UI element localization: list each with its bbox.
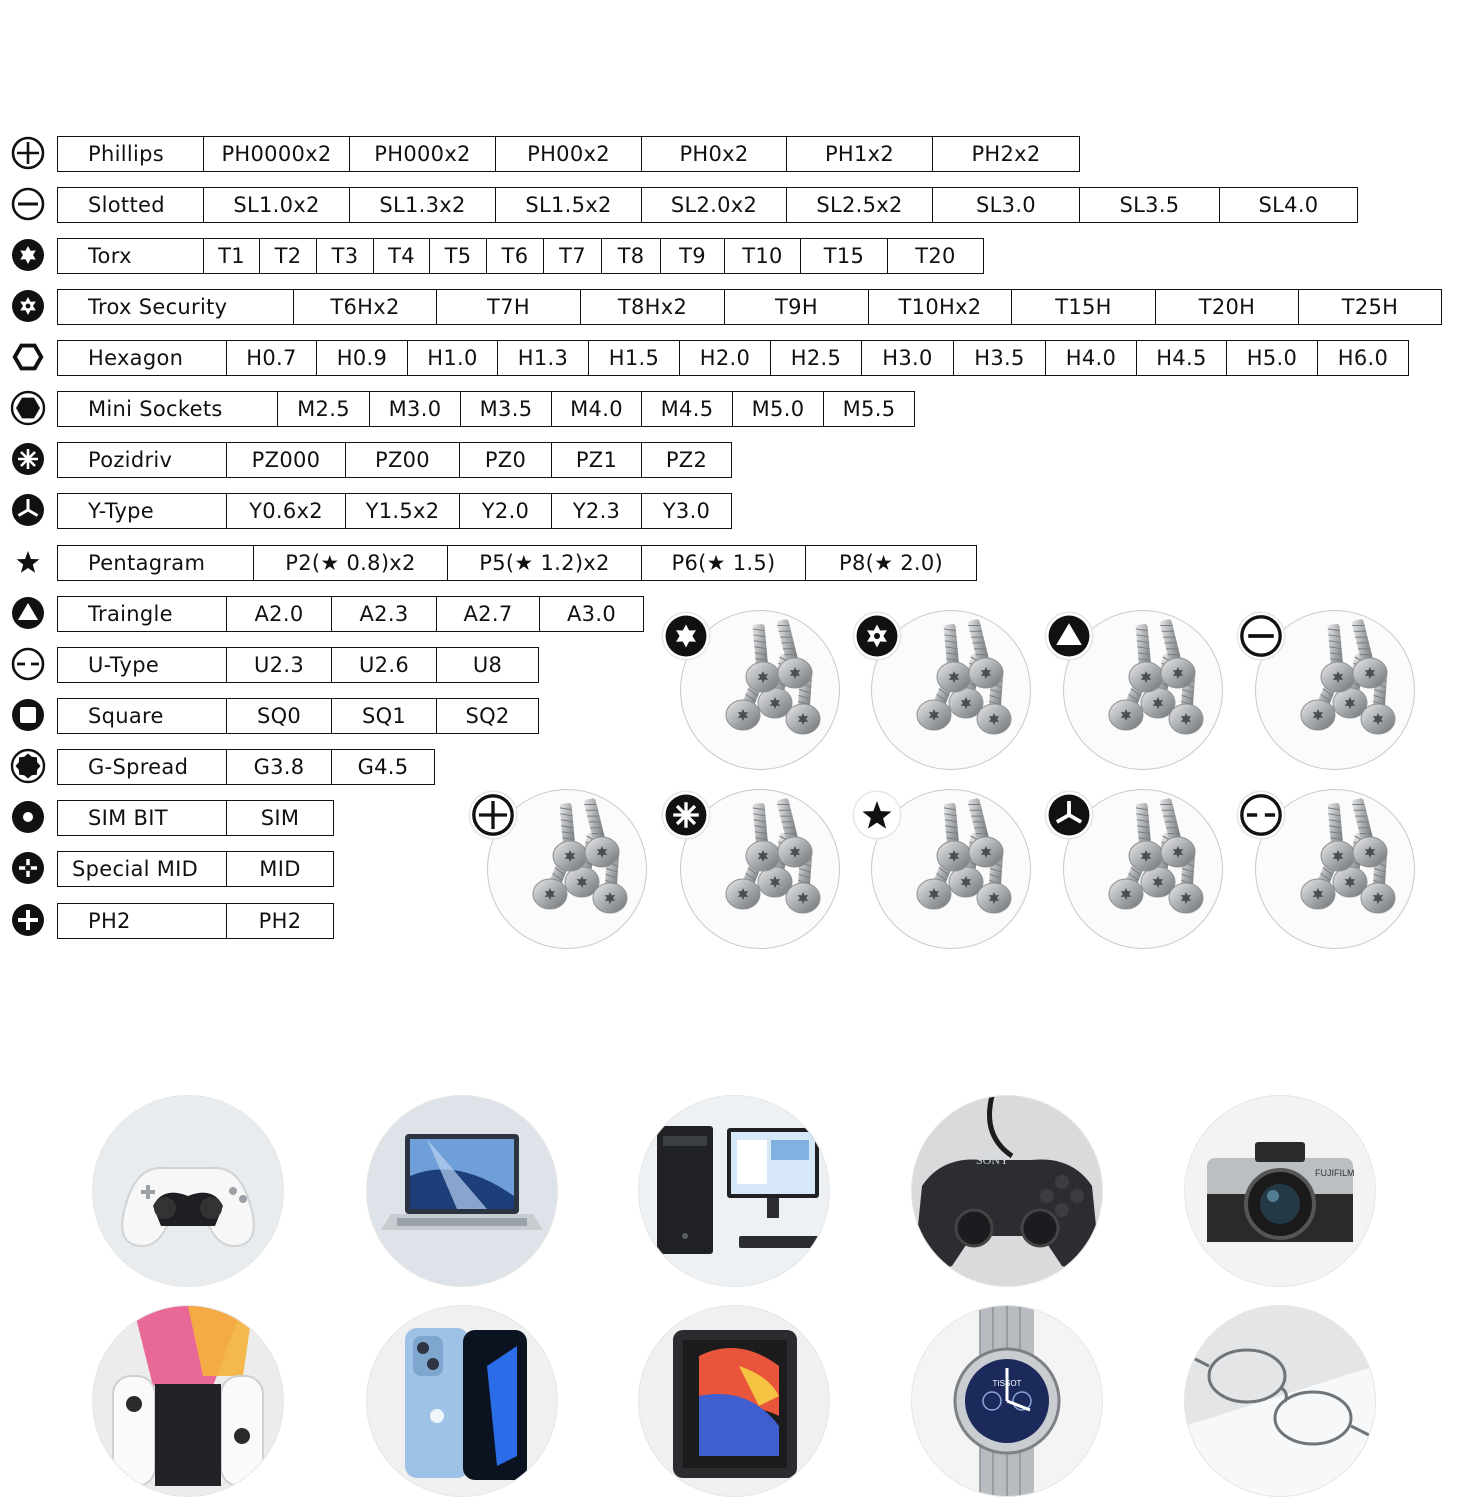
- bit-type-name: Y-Type: [57, 493, 227, 529]
- bit-size-cell: A2.3: [331, 596, 437, 632]
- row-icon: [10, 288, 46, 324]
- bit-size-cell: T3: [316, 238, 374, 274]
- nintendo-switch-photo: [92, 1305, 284, 1497]
- torx-icon: [10, 237, 46, 273]
- bit-size-cell: PH2: [226, 903, 334, 939]
- bit-size-cell: SL4.0: [1219, 187, 1358, 223]
- bit-size-cell: A2.7: [436, 596, 540, 632]
- pozidriv-icon: [663, 792, 709, 838]
- tablet-icon: [639, 1306, 829, 1496]
- bit-size-cell: T25H: [1298, 289, 1442, 325]
- bit-size-cell: SQ1: [331, 698, 437, 734]
- bit-size-cell: H6.0: [1317, 340, 1409, 376]
- watch-brand: TISSOT: [992, 1379, 1022, 1388]
- bit-size-cell: Y0.6x2: [226, 493, 346, 529]
- bit-size-cell: A2.0: [226, 596, 332, 632]
- bit-size-cell: M3.5: [460, 391, 552, 427]
- u-type-icon: [10, 646, 46, 682]
- bit-size-cell: T15H: [1011, 289, 1156, 325]
- row-icon: [10, 237, 46, 273]
- slotted-icon: [10, 186, 46, 222]
- u-type-icon: [1238, 792, 1284, 838]
- bit-row-trox-security: [0, 289, 1470, 327]
- g-spread-icon: [10, 748, 46, 784]
- bit-size-cell: SL3.0: [932, 187, 1080, 223]
- laptop-photo: [366, 1095, 558, 1287]
- bit-size-cell: T7: [543, 238, 602, 274]
- bit-row-pentagram: [0, 545, 1470, 583]
- y-type-screws-photo: [1063, 789, 1223, 949]
- bit-size-cell: Y2.0: [459, 493, 552, 529]
- torx-security-icon: [10, 288, 46, 324]
- bit-size-cell: PH00x2: [495, 136, 642, 172]
- bit-row-torx: [0, 238, 1470, 276]
- bit-size-cell: SL3.5: [1079, 187, 1220, 223]
- bit-size-cell: T8: [601, 238, 661, 274]
- phillips-icon: [10, 135, 46, 171]
- bit-type-name: Slotted: [57, 187, 204, 223]
- row-icon: [10, 339, 46, 375]
- bit-type-name: Pentagram: [57, 545, 254, 581]
- bit-row-pozidriv: [0, 442, 1470, 480]
- bit-size-cell: SL1.5x2: [495, 187, 642, 223]
- bit-size-cell: PH0x2: [641, 136, 787, 172]
- row-icon: [10, 390, 46, 426]
- bit-size-cell: G3.8: [226, 749, 332, 785]
- bit-row-mini-sockets: [0, 391, 1470, 429]
- camera-brand: FUJIFILM: [1315, 1168, 1355, 1178]
- pozidriv-icon: [10, 441, 46, 477]
- bit-size-cell: P8(★ 2.0): [805, 545, 977, 581]
- bit-size-cell: T2: [259, 238, 317, 274]
- pentagram-icon: [10, 544, 46, 580]
- photo-badge: [854, 613, 900, 659]
- bit-size-cell: U8: [436, 647, 539, 683]
- triangle-icon: [10, 595, 46, 631]
- phone-icon: [367, 1306, 557, 1496]
- bit-size-cell: T20: [887, 238, 984, 274]
- torx-icon: [663, 613, 709, 659]
- bit-size-cell: SL1.3x2: [349, 187, 496, 223]
- gamepad-icon: [912, 1096, 1102, 1286]
- bit-type-name: Hexagon: [57, 340, 227, 376]
- laptop-icon: [367, 1096, 557, 1286]
- bit-size-cell: T15: [800, 238, 888, 274]
- bit-size-cell: P6(★ 1.5): [641, 545, 806, 581]
- bit-size-cell: M3.0: [369, 391, 461, 427]
- bit-size-cell: U2.3: [226, 647, 332, 683]
- bit-size-cell: PZ000: [226, 442, 346, 478]
- square-icon: [10, 697, 46, 733]
- bit-size-cell: T1: [203, 238, 260, 274]
- row-icon: [10, 544, 46, 580]
- bit-row-hexagon: [0, 340, 1470, 378]
- bit-size-cell: T9: [660, 238, 725, 274]
- bit-size-cell: T7H: [436, 289, 581, 325]
- bit-size-cell: P2(★ 0.8)x2: [253, 545, 448, 581]
- bit-type-name: Traingle: [57, 596, 227, 632]
- torx-security-icon: [854, 613, 900, 659]
- bit-size-cell: M5.5: [823, 391, 915, 427]
- bit-type-name: Pozidriv: [57, 442, 227, 478]
- bit-size-cell: SL2.5x2: [786, 187, 933, 223]
- ph2-icon: [10, 902, 46, 938]
- hexagon-icon: [10, 339, 46, 375]
- bit-type-name: Phillips: [57, 136, 204, 172]
- bit-size-cell: M4.5: [641, 391, 733, 427]
- bit-size-cell: PZ1: [551, 442, 642, 478]
- bit-size-cell: H0.7: [226, 340, 317, 376]
- row-icon: [10, 748, 46, 784]
- bit-size-cell: P5(★ 1.2)x2: [447, 545, 642, 581]
- bit-size-cell: SQ0: [226, 698, 332, 734]
- bit-type-name: PH2: [57, 903, 227, 939]
- bit-size-cell: MID: [226, 851, 334, 887]
- bit-size-cell: H1.0: [407, 340, 498, 376]
- controller-brand: SONY: [976, 1153, 1009, 1167]
- sim-bit-icon: [10, 799, 46, 835]
- bit-size-cell: T6: [486, 238, 544, 274]
- bit-row-slotted: [0, 187, 1470, 225]
- bit-size-cell: SL2.0x2: [641, 187, 787, 223]
- bit-size-cell: Y1.5x2: [345, 493, 460, 529]
- bit-size-cell: H0.9: [316, 340, 408, 376]
- phillips-screws-photo: [487, 789, 647, 949]
- playstation-controller-photo: [911, 1095, 1103, 1287]
- pentagram-screws-photo: [871, 789, 1031, 949]
- photo-badge: [663, 613, 709, 659]
- wristwatch-photo: [911, 1305, 1103, 1497]
- bit-size-cell: G4.5: [331, 749, 435, 785]
- bit-size-cell: T5: [429, 238, 487, 274]
- photo-badge: [854, 792, 900, 838]
- bit-size-cell: T9H: [724, 289, 869, 325]
- slotted-screws-photo: [1255, 610, 1415, 770]
- row-icon: [10, 135, 46, 171]
- row-icon: [10, 850, 46, 886]
- bit-size-cell: PH1x2: [786, 136, 933, 172]
- y-type-icon: [10, 492, 46, 528]
- bit-size-cell: T8Hx2: [580, 289, 725, 325]
- photo-badge: [1238, 613, 1284, 659]
- bit-size-cell: PZ0: [459, 442, 552, 478]
- slotted-icon: [1238, 613, 1284, 659]
- special-mid-icon: [10, 850, 46, 886]
- bit-type-name: G-Spread: [57, 749, 227, 785]
- bit-size-cell: T4: [373, 238, 430, 274]
- row-icon: [10, 595, 46, 631]
- row-icon: [10, 799, 46, 835]
- torx-security-screws-photo: [871, 610, 1031, 770]
- photo-badge: [1046, 613, 1092, 659]
- bit-size-cell: PH000x2: [349, 136, 496, 172]
- bit-size-cell: H3.5: [953, 340, 1046, 376]
- tablet-photo: [638, 1305, 830, 1497]
- pentagram-icon: [854, 792, 900, 838]
- row-icon: [10, 441, 46, 477]
- bit-size-cell: SQ2: [436, 698, 539, 734]
- bit-size-cell: H1.3: [497, 340, 589, 376]
- triangle-screws-photo: [1063, 610, 1223, 770]
- bit-size-cell: H2.5: [770, 340, 862, 376]
- bit-size-cell: H5.0: [1226, 340, 1318, 376]
- bit-size-cell: H4.0: [1045, 340, 1137, 376]
- row-icon: [10, 697, 46, 733]
- bit-size-cell: T10: [724, 238, 801, 274]
- bit-type-name: SIM BIT: [57, 800, 227, 836]
- phillips-icon: [470, 792, 516, 838]
- row-icon: [10, 186, 46, 222]
- bit-size-cell: T20H: [1155, 289, 1299, 325]
- triangle-icon: [1046, 613, 1092, 659]
- photo-badge: [1046, 792, 1092, 838]
- mini-socket-icon: [10, 390, 46, 426]
- bit-size-cell: PH0000x2: [203, 136, 350, 172]
- eyeglasses-photo: [1184, 1305, 1376, 1497]
- bit-size-cell: H1.5: [588, 340, 680, 376]
- game-controller-photo: [92, 1095, 284, 1287]
- bit-size-cell: SIM: [226, 800, 334, 836]
- bit-size-cell: H4.5: [1136, 340, 1227, 376]
- row-icon: [10, 902, 46, 938]
- desktop-computer-photo: [638, 1095, 830, 1287]
- bit-size-cell: H2.0: [679, 340, 771, 376]
- bit-size-cell: SL1.0x2: [203, 187, 350, 223]
- gamepad-icon: [93, 1096, 283, 1286]
- bit-type-name: Square: [57, 698, 227, 734]
- bit-size-cell: M5.0: [732, 391, 824, 427]
- row-icon: [10, 646, 46, 682]
- smartphone-photo: [366, 1305, 558, 1497]
- camera-photo: [1184, 1095, 1376, 1287]
- photo-badge: [470, 792, 516, 838]
- glasses-icon: [1185, 1306, 1375, 1496]
- bit-type-name: Mini Sockets: [57, 391, 278, 427]
- bit-row-y-type: [0, 493, 1470, 531]
- pozidriv-screws-photo: [680, 789, 840, 949]
- bit-size-cell: H3.0: [861, 340, 954, 376]
- watch-icon: [912, 1306, 1102, 1496]
- bit-size-cell: PZ2: [641, 442, 732, 478]
- y-type-icon: [1046, 792, 1092, 838]
- bit-size-cell: T10Hx2: [868, 289, 1012, 325]
- torx-screws-photo: [680, 610, 840, 770]
- bit-size-cell: T6Hx2: [293, 289, 437, 325]
- desktop-icon: [639, 1096, 829, 1286]
- bit-size-cell: M2.5: [277, 391, 370, 427]
- bit-type-name: U-Type: [57, 647, 227, 683]
- bit-size-cell: PZ00: [345, 442, 460, 478]
- bit-size-cell: A3.0: [539, 596, 644, 632]
- bit-type-name: Torx: [57, 238, 204, 274]
- bit-type-name: Trox Security: [57, 289, 294, 325]
- bit-size-cell: PH2x2: [932, 136, 1080, 172]
- camera-icon: [1185, 1096, 1375, 1286]
- bit-size-cell: U2.6: [331, 647, 437, 683]
- row-icon: [10, 492, 46, 528]
- bit-type-name: Special MID: [57, 851, 227, 887]
- bit-row-phillips: [0, 136, 1470, 174]
- photo-badge: [663, 792, 709, 838]
- bit-size-cell: Y2.3: [551, 493, 642, 529]
- bit-size-cell: Y3.0: [641, 493, 732, 529]
- photo-badge: [1238, 792, 1284, 838]
- u-type-screws-photo: [1255, 789, 1415, 949]
- switch-console-icon: [93, 1306, 283, 1496]
- bit-size-cell: M4.0: [551, 391, 642, 427]
